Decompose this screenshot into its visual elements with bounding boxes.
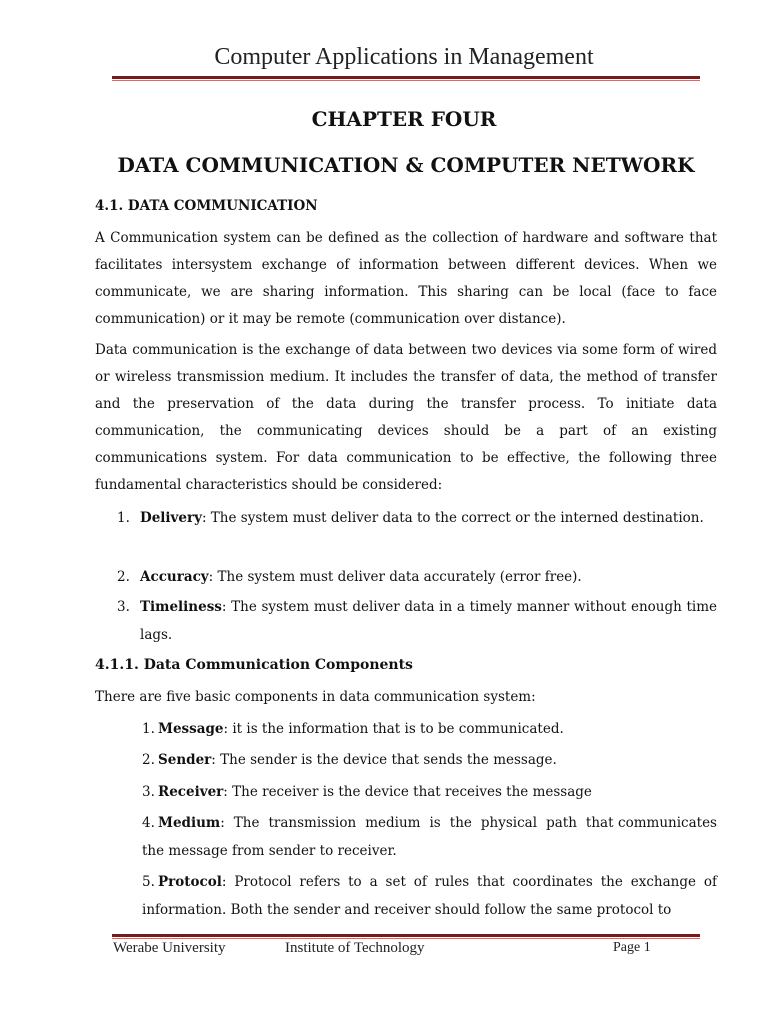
chapter-title: DATA COMMUNICATION & COMPUTER NETWORK — [117, 153, 695, 177]
chapter-number: CHAPTER FOUR — [311, 107, 497, 131]
list-item: 2. Accuracy: The system must deliver data accurately (error free). — [117, 569, 582, 585]
running-header: Computer Applications in Management — [214, 44, 594, 70]
header-rule — [112, 76, 700, 79]
section-heading: 4.1. DATA COMMUNICATION — [95, 198, 318, 214]
list-item: 2. Sender: The sender is the device that sends the message. — [142, 752, 557, 768]
list-item: 1. Message: it is the information that is to be communicated. — [142, 721, 564, 737]
list-item: 1. Delivery: The system must deliver data to the correct or the interned destination. — [117, 510, 704, 526]
subsection-heading: 4.1.1. Data Communication Components — [95, 657, 413, 673]
list-item: 4. Medium: The transmission medium is the physical path that communicates the message from sender to receiver. — [142, 815, 722, 859]
paragraph: There are five basic components in data communication system: — [95, 689, 536, 705]
header-rule-thin — [112, 80, 700, 81]
footer-rule-thin — [112, 938, 700, 939]
page-number: Page 1 — [613, 940, 651, 955]
paragraph: A Communication system can be defined as the collection of hardware and software that facilitates intersystem exchange of information between different devices. When we communicate, we are sharing information. This sharing can be local (face to face communication) or it may be remote (communication over distance). — [95, 230, 717, 327]
footer-university: Werabe University — [113, 940, 226, 956]
list-item: 3. Receiver: The receiver is the device that receives the message — [142, 784, 592, 800]
footer-institute: Institute of Technology — [285, 940, 425, 956]
list-item: 5. Protocol: Protocol refers to a set of rules that coordinates the exchange of information. Both the sender and receiver should follow the same protocol to — [142, 874, 717, 918]
list-item: 3. Timeliness: The system must deliver data in a timely manner without enough time lags. — [117, 599, 717, 643]
paragraph: Data communication is the exchange of data between two devices via some form of wired or wireless transmission medium. It includes the transfer of data, the method of transfer and the preservation of the data during the transfer process. To initiate data communication, the communicating devices should be a part of an existing communications system. For data communication to be effective, the following three fundamental characteristics should be considered: — [95, 342, 717, 493]
footer-rule — [112, 934, 700, 937]
